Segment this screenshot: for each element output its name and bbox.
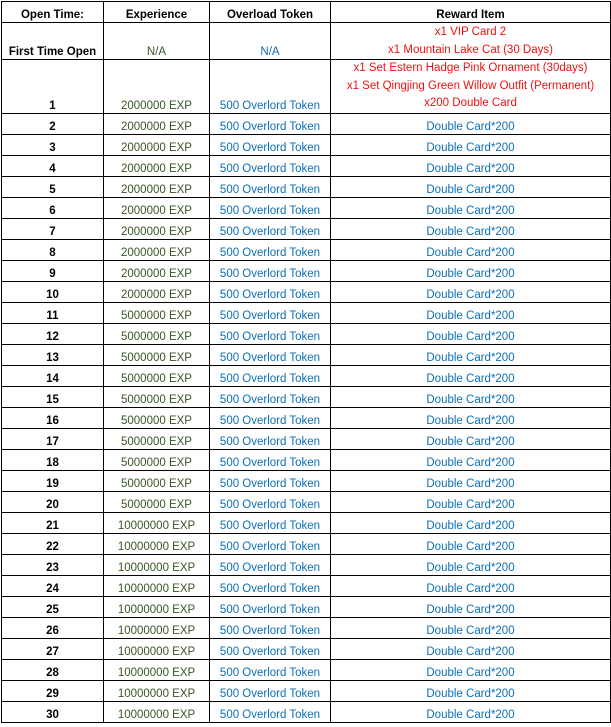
day-cell: 9 xyxy=(2,260,104,281)
experience-cell: 5000000 EXP xyxy=(104,407,210,428)
day-cell: 2 xyxy=(2,113,104,134)
table-row xyxy=(2,239,611,260)
day-cell: 5 xyxy=(2,176,104,197)
table-row xyxy=(2,365,611,386)
experience-cell: 2000000 EXP xyxy=(104,281,210,302)
experience-cell: 2000000 EXP xyxy=(104,134,210,155)
experience-cell: 10000000 EXP xyxy=(104,701,210,722)
token-cell: 500 Overlord Token xyxy=(210,575,331,596)
table-row xyxy=(2,554,611,575)
first-time-experience: N/A xyxy=(104,23,210,60)
experience-cell: 10000000 EXP xyxy=(104,659,210,680)
reward-cell: Double Card*200 xyxy=(331,386,611,407)
token-cell: 500 Overlord Token xyxy=(210,60,331,114)
reward-cell: Double Card*200 xyxy=(331,365,611,386)
reward-cell: Double Card*200 xyxy=(331,449,611,470)
reward-cell: Double Card*200 xyxy=(331,176,611,197)
table-row xyxy=(2,281,611,302)
token-cell: 500 Overlord Token xyxy=(210,302,331,323)
experience-cell: 5000000 EXP xyxy=(104,344,210,365)
reward-cell: Double Card*200 xyxy=(331,239,611,260)
day-cell: 6 xyxy=(2,197,104,218)
experience-cell: 10000000 EXP xyxy=(104,638,210,659)
day-cell: 28 xyxy=(2,659,104,680)
experience-cell: 5000000 EXP xyxy=(104,302,210,323)
experience-cell: 2000000 EXP xyxy=(104,218,210,239)
table-row xyxy=(2,449,611,470)
table-row xyxy=(2,596,611,617)
reward-cell: Double Card*200 xyxy=(331,134,611,155)
table-row xyxy=(2,260,611,281)
reward-cell: Double Card*200 xyxy=(331,596,611,617)
token-cell: 500 Overlord Token xyxy=(210,176,331,197)
reward-cell: Double Card*200 xyxy=(331,680,611,701)
header-open-time: Open Time: xyxy=(2,2,104,23)
day-cell: 3 xyxy=(2,134,104,155)
reward-line: x1 Set Estern Hadge Pink Ornament (30days) xyxy=(353,62,588,74)
day-cell: 7 xyxy=(2,218,104,239)
reward-cell: Double Card*200 xyxy=(331,344,611,365)
token-cell: 500 Overlord Token xyxy=(210,554,331,575)
token-cell: 500 Overlord Token xyxy=(210,155,331,176)
reward-cell: Double Card*200 xyxy=(331,218,611,239)
day-cell: 29 xyxy=(2,680,104,701)
header-reward-item: Reward Item xyxy=(331,2,611,23)
table-row xyxy=(2,344,611,365)
experience-cell: 2000000 EXP xyxy=(104,260,210,281)
day-cell: 26 xyxy=(2,617,104,638)
experience-cell: 10000000 EXP xyxy=(104,617,210,638)
header-overload-token: Overload Token xyxy=(210,2,331,23)
reward-line: x1 Mountain Lake Cat (30 Days) xyxy=(388,43,553,56)
experience-cell: 5000000 EXP xyxy=(104,491,210,512)
token-cell: 500 Overlord Token xyxy=(210,386,331,407)
reward-cell: Double Card*200 xyxy=(331,281,611,302)
first-time-token: N/A xyxy=(210,23,331,60)
header-experience: Experience xyxy=(104,2,210,23)
table-row xyxy=(2,659,611,680)
table-row xyxy=(2,491,611,512)
first-time-label: First Time Open xyxy=(2,23,104,60)
day-cell: 1 xyxy=(2,60,104,114)
token-cell: 500 Overlord Token xyxy=(210,323,331,344)
experience-cell: 5000000 EXP xyxy=(104,449,210,470)
table-row xyxy=(2,155,611,176)
day-cell: 18 xyxy=(2,449,104,470)
first-time-rewards xyxy=(331,23,611,60)
day-cell: 19 xyxy=(2,470,104,491)
reward-cell: Double Card*200 xyxy=(331,575,611,596)
table-row xyxy=(2,302,611,323)
reward-cell: Double Card*200 xyxy=(331,260,611,281)
table-row xyxy=(2,60,611,114)
experience-cell: 10000000 EXP xyxy=(104,533,210,554)
experience-cell: 2000000 EXP xyxy=(104,60,210,114)
token-cell: 500 Overlord Token xyxy=(210,638,331,659)
token-cell: 500 Overlord Token xyxy=(210,701,331,722)
table-row xyxy=(2,575,611,596)
experience-cell: 5000000 EXP xyxy=(104,323,210,344)
reward-cell: Double Card*200 xyxy=(331,512,611,533)
experience-cell: 5000000 EXP xyxy=(104,386,210,407)
table-row xyxy=(2,428,611,449)
day-cell: 15 xyxy=(2,386,104,407)
table-row xyxy=(2,134,611,155)
day-cell: 11 xyxy=(2,302,104,323)
token-cell: 500 Overlord Token xyxy=(210,113,331,134)
reward-cell: Double Card*200 xyxy=(331,701,611,722)
reward-cell: Double Card*200 xyxy=(331,407,611,428)
day-cell: 10 xyxy=(2,281,104,302)
first-time-row xyxy=(2,23,611,60)
reward-cell: Double Card*200 xyxy=(331,491,611,512)
token-cell: 500 Overlord Token xyxy=(210,659,331,680)
day-cell: 27 xyxy=(2,638,104,659)
token-cell: 500 Overlord Token xyxy=(210,407,331,428)
reward-cell xyxy=(331,60,611,114)
token-cell: 500 Overlord Token xyxy=(210,680,331,701)
token-cell: 500 Overlord Token xyxy=(210,428,331,449)
reward-table xyxy=(1,1,611,723)
experience-cell: 10000000 EXP xyxy=(104,554,210,575)
experience-cell: 2000000 EXP xyxy=(104,113,210,134)
token-cell: 500 Overlord Token xyxy=(210,281,331,302)
token-cell: 500 Overlord Token xyxy=(210,218,331,239)
table-row xyxy=(2,470,611,491)
token-cell: 500 Overlord Token xyxy=(210,596,331,617)
table-row xyxy=(2,323,611,344)
reward-cell: Double Card*200 xyxy=(331,533,611,554)
reward-cell: Double Card*200 xyxy=(331,470,611,491)
reward-cell: Double Card*200 xyxy=(331,323,611,344)
day-cell: 8 xyxy=(2,239,104,260)
reward-cell: Double Card*200 xyxy=(331,659,611,680)
token-cell: 500 Overlord Token xyxy=(210,617,331,638)
table-row xyxy=(2,701,611,722)
token-cell: 500 Overlord Token xyxy=(210,512,331,533)
table-row xyxy=(2,617,611,638)
token-cell: 500 Overlord Token xyxy=(210,260,331,281)
day-cell: 4 xyxy=(2,155,104,176)
table-row xyxy=(2,533,611,554)
token-cell: 500 Overlord Token xyxy=(210,449,331,470)
experience-cell: 10000000 EXP xyxy=(104,575,210,596)
reward-cell: Double Card*200 xyxy=(331,554,611,575)
reward-cell: Double Card*200 xyxy=(331,113,611,134)
token-cell: 500 Overlord Token xyxy=(210,365,331,386)
table-row xyxy=(2,680,611,701)
day-cell: 16 xyxy=(2,407,104,428)
experience-cell: 5000000 EXP xyxy=(104,428,210,449)
reward-cell: Double Card*200 xyxy=(331,197,611,218)
day-cell: 25 xyxy=(2,596,104,617)
table-row xyxy=(2,113,611,134)
table-row xyxy=(2,407,611,428)
reward-cell: Double Card*200 xyxy=(331,302,611,323)
token-cell: 500 Overlord Token xyxy=(210,197,331,218)
reward-line: x1 VIP Card 2 xyxy=(434,26,507,38)
experience-cell: 2000000 EXP xyxy=(104,239,210,260)
token-cell: 500 Overlord Token xyxy=(210,239,331,260)
experience-cell: 2000000 EXP xyxy=(104,155,210,176)
table-row xyxy=(2,218,611,239)
experience-cell: 10000000 EXP xyxy=(104,596,210,617)
reward-cell: Double Card*200 xyxy=(331,428,611,449)
experience-cell: 2000000 EXP xyxy=(104,176,210,197)
table-row xyxy=(2,176,611,197)
experience-cell: 10000000 EXP xyxy=(104,512,210,533)
reward-cell: Double Card*200 xyxy=(331,638,611,659)
table-row xyxy=(2,386,611,407)
reward-cell: Double Card*200 xyxy=(331,617,611,638)
table-row xyxy=(2,638,611,659)
day-cell: 30 xyxy=(2,701,104,722)
day-cell: 24 xyxy=(2,575,104,596)
token-cell: 500 Overlord Token xyxy=(210,533,331,554)
reward-line: x200 Double Card xyxy=(424,97,517,109)
reward-line: x1 Set Qingjing Green Willow Outfit (Permanent) xyxy=(346,79,595,92)
day-cell: 21 xyxy=(2,512,104,533)
token-cell: 500 Overlord Token xyxy=(210,134,331,155)
table-row xyxy=(2,512,611,533)
experience-cell: 2000000 EXP xyxy=(104,197,210,218)
experience-cell: 5000000 EXP xyxy=(104,365,210,386)
experience-cell: 5000000 EXP xyxy=(104,470,210,491)
header-row xyxy=(2,2,611,23)
token-cell: 500 Overlord Token xyxy=(210,344,331,365)
day-cell: 13 xyxy=(2,344,104,365)
day-cell: 23 xyxy=(2,554,104,575)
day-cell: 22 xyxy=(2,533,104,554)
reward-cell: Double Card*200 xyxy=(331,155,611,176)
day-cell: 14 xyxy=(2,365,104,386)
day-cell: 20 xyxy=(2,491,104,512)
day-cell: 12 xyxy=(2,323,104,344)
experience-cell: 10000000 EXP xyxy=(104,680,210,701)
table-row xyxy=(2,197,611,218)
token-cell: 500 Overlord Token xyxy=(210,491,331,512)
token-cell: 500 Overlord Token xyxy=(210,470,331,491)
day-cell: 17 xyxy=(2,428,104,449)
